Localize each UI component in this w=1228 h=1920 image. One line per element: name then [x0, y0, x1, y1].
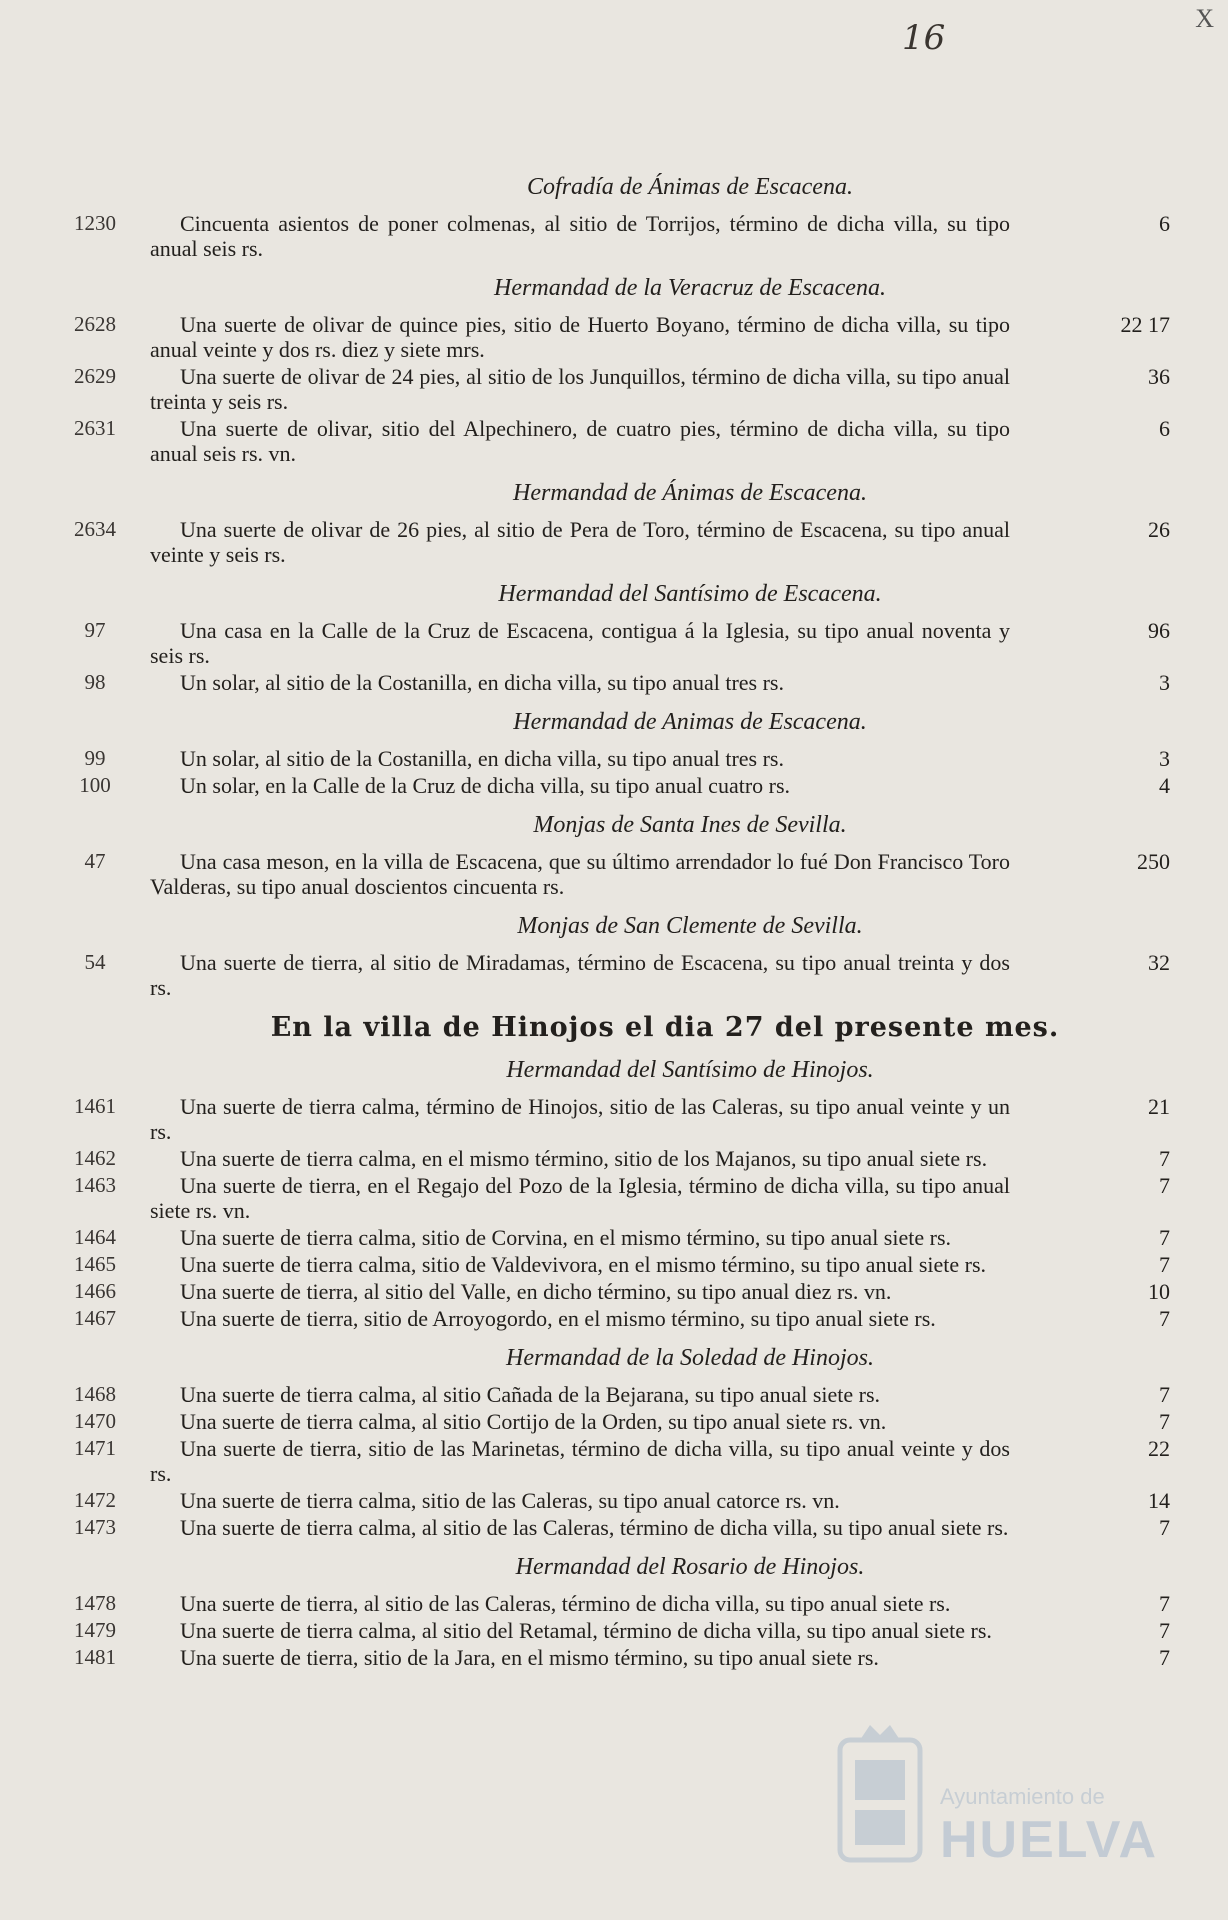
entry-description: Un solar, en la Calle de la Cruz de dicha villa, su tipo anual cuatro rs.	[180, 773, 791, 798]
entry-description: Una suerte de tierra calma, sitio de Corvina, en el mismo término, su tipo anual siete rs.	[180, 1225, 952, 1250]
entry-amount: 4	[1159, 773, 1170, 798]
section-group	[40, 480, 1210, 567]
entry-amount: 32	[1148, 950, 1170, 975]
list-item	[40, 211, 1210, 261]
entry-number: 97	[84, 618, 106, 642]
watermark-title: HUELVA	[940, 1811, 1159, 1869]
entry-description: Un solar, al sitio de la Costanilla, en dicha villa, su tipo anual tres rs.	[180, 746, 784, 771]
entry-description: Una suerte de tierra calma, término de Hinojos, sitio de las Caleras, su tipo anual veinte y un rs.	[150, 1094, 1010, 1144]
entry-amount: 10	[1148, 1279, 1170, 1304]
page-number: 16	[902, 18, 946, 58]
section-group	[40, 275, 1210, 466]
section-title: Hermandad de la Veracruz de Escacena.	[494, 275, 886, 301]
section-title: Hermandad del Santísimo de Escacena.	[498, 581, 882, 607]
entry-amount: 3	[1159, 746, 1170, 771]
list-item	[40, 1591, 1210, 1616]
entry-number: 2628	[74, 312, 116, 336]
entry-description: Un solar, al sitio de la Costanilla, en dicha villa, su tipo anual tres rs.	[180, 670, 784, 695]
section-group	[40, 812, 1210, 899]
entry-description: Una suerte de tierra calma, al sitio del Retamal, término de dicha villa, su tipo anual siete rs.	[180, 1618, 992, 1643]
list-item	[40, 1515, 1210, 1540]
entry-amount: 7	[1159, 1146, 1170, 1171]
entry-amount: 36	[1148, 364, 1170, 389]
list-item	[40, 950, 1210, 1000]
list-item	[40, 1618, 1210, 1643]
entry-number: 1467	[74, 1306, 116, 1330]
village-header: En la villa de Hinojos el dia 27 del presente mes.	[270, 1012, 1060, 1043]
entry-amount: 7	[1159, 1591, 1170, 1616]
list-item	[40, 773, 1210, 798]
list-item	[40, 1225, 1210, 1250]
entry-number: 1481	[74, 1645, 116, 1669]
crest-icon	[830, 1720, 930, 1880]
list-item	[40, 1306, 1210, 1331]
entry-number: 100	[79, 773, 111, 797]
entry-number: 1466	[74, 1279, 116, 1303]
section-title: Monjas de Santa Ines de Sevilla.	[533, 812, 847, 838]
entry-description: Una suerte de tierra, en el Regajo del Pozo de la Iglesia, término de dicha villa, su tipo anual siete rs. vn.	[150, 1173, 1010, 1223]
entry-amount: 26	[1148, 517, 1170, 542]
entry-number: 1479	[74, 1618, 116, 1642]
list-item	[40, 517, 1210, 567]
section-title: Cofradía de Ánimas de Escacena.	[527, 174, 853, 200]
section-title: Hermandad de la Soledad de Hinojos.	[506, 1345, 874, 1371]
list-item	[40, 1173, 1210, 1223]
entry-number: 98	[84, 670, 106, 694]
entry-amount: 7	[1159, 1225, 1170, 1250]
entry-description: Una suerte de tierra calma, sitio de las Caleras, su tipo anual catorce rs. vn.	[180, 1488, 840, 1513]
entry-amount: 7	[1159, 1409, 1170, 1434]
entry-description: Una suerte de tierra calma, en el mismo término, sitio de los Majanos, su tipo anual siete rs.	[180, 1146, 988, 1171]
section-title: Monjas de San Clemente de Sevilla.	[517, 913, 863, 939]
entry-description: Una casa en la Calle de la Cruz de Escacena, contigua á la Iglesia, su tipo anual noventa y seis rs.	[150, 618, 1010, 668]
list-item	[40, 1645, 1210, 1670]
entry-description: Una suerte de tierra calma, al sitio Cañada de la Bejarana, su tipo anual siete rs.	[180, 1382, 881, 1407]
entry-description: Una suerte de tierra, al sitio de las Caleras, término de dicha villa, su tipo anual siete rs.	[180, 1591, 951, 1616]
entry-number: 1478	[74, 1591, 116, 1615]
huelva-watermark	[820, 1720, 1159, 1890]
entry-amount: 6	[1159, 416, 1170, 441]
entry-description: Una suerte de olivar, sitio del Alpechinero, de cuatro pies, término de dicha villa, su tipo anual seis rs. vn.	[150, 416, 1010, 466]
entry-number: 1472	[74, 1488, 116, 1512]
entry-number: 1463	[74, 1173, 116, 1197]
list-item	[40, 618, 1210, 668]
entry-number: 54	[84, 950, 106, 974]
entry-amount: 7	[1159, 1618, 1170, 1643]
list-item	[40, 1146, 1210, 1171]
entry-description: Una suerte de tierra, sitio de las Marinetas, término de dicha villa, su tipo anual veinte y dos rs.	[150, 1436, 1010, 1486]
section-group	[40, 581, 1210, 695]
entry-description: Cincuenta asientos de poner colmenas, al sitio de Torrijos, término de dicha villa, su tipo anual seis rs.	[150, 211, 1010, 261]
entry-amount: 7	[1159, 1645, 1170, 1670]
list-item	[40, 1488, 1210, 1513]
list-item	[40, 1252, 1210, 1277]
entry-amount: 7	[1159, 1306, 1170, 1331]
document-body	[40, 160, 1210, 1676]
entry-amount: 6	[1159, 211, 1170, 236]
entry-number: 1470	[74, 1409, 116, 1433]
list-item	[40, 849, 1210, 899]
entry-amount: 7	[1159, 1382, 1170, 1407]
section-group	[40, 1554, 1210, 1670]
entry-number: 2634	[74, 517, 116, 541]
entry-number: 1468	[74, 1382, 116, 1406]
section-title: Hermandad de Ánimas de Escacena.	[513, 480, 867, 506]
entry-number: 1461	[74, 1094, 116, 1118]
entry-number: 1465	[74, 1252, 116, 1276]
entry-description: Una suerte de tierra calma, al sitio Cortijo de la Orden, su tipo anual siete rs. vn.	[180, 1409, 887, 1434]
entry-number: 1473	[74, 1515, 116, 1539]
entry-number: 1471	[74, 1436, 116, 1460]
list-item	[40, 1279, 1210, 1304]
section-group	[40, 709, 1210, 798]
entry-amount: 7	[1159, 1173, 1170, 1198]
entry-description: Una suerte de tierra, al sitio del Valle, en dicho término, su tipo anual diez rs. vn.	[180, 1279, 892, 1304]
entry-number: 47	[84, 849, 106, 873]
entry-number: 2631	[74, 416, 116, 440]
list-item	[40, 416, 1210, 466]
watermark-subtitle: Ayuntamiento de	[940, 1784, 1105, 1809]
entry-amount: 7	[1159, 1515, 1170, 1540]
corner-mark: X	[1195, 4, 1214, 33]
list-item	[40, 746, 1210, 771]
entry-description: Una casa meson, en la villa de Escacena, que su último arrendador lo fué Don Francisco Toro Valderas, su tipo anual doscientos cincuenta rs.	[150, 849, 1010, 899]
section-group	[40, 913, 1210, 1000]
section-group	[40, 174, 1210, 261]
entry-amount: 96	[1148, 618, 1170, 643]
entry-description: Una suerte de olivar de 26 pies, al sitio de Pera de Toro, término de Escacena, su tipo anual veinte y seis rs.	[150, 517, 1010, 567]
entry-description: Una suerte de tierra calma, al sitio de las Caleras, término de dicha villa, su tipo anual siete rs.	[180, 1515, 1009, 1540]
entry-amount: 250	[1137, 849, 1170, 874]
list-item	[40, 1094, 1210, 1144]
entry-description: Una suerte de tierra, sitio de Arroyogordo, en el mismo término, su tipo anual siete rs.	[180, 1306, 936, 1331]
section-title: Hermandad del Rosario de Hinojos.	[515, 1554, 865, 1580]
section-group	[40, 1057, 1210, 1331]
list-item	[40, 1382, 1210, 1407]
entry-amount: 22 17	[1120, 312, 1170, 337]
entry-description: Una suerte de olivar de quince pies, sitio de Huerto Boyano, término de dicha villa, su tipo anual veinte y dos rs. diez y siete mrs.	[150, 312, 1010, 362]
entry-number: 1464	[74, 1225, 116, 1249]
entry-number: 99	[84, 746, 106, 770]
list-item	[40, 364, 1210, 414]
entry-amount: 14	[1148, 1488, 1170, 1513]
section-group	[40, 1345, 1210, 1540]
section-title: Hermandad del Santísimo de Hinojos.	[506, 1057, 874, 1083]
section-title: Hermandad de Animas de Escacena.	[513, 709, 867, 735]
entry-amount: 21	[1148, 1094, 1170, 1119]
entry-amount: 7	[1159, 1252, 1170, 1277]
entry-number: 2629	[74, 364, 116, 388]
list-item	[40, 312, 1210, 362]
list-item	[40, 1409, 1210, 1434]
entry-description: Una suerte de tierra calma, sitio de Valdevivora, en el mismo término, su tipo anual siete rs.	[180, 1252, 987, 1277]
list-item	[40, 670, 1210, 695]
entry-number: 1230	[74, 211, 116, 235]
entry-number: 1462	[74, 1146, 116, 1170]
entry-description: Una suerte de tierra, sitio de la Jara, en el mismo término, su tipo anual siete rs.	[180, 1645, 879, 1670]
list-item	[40, 1436, 1210, 1486]
entry-amount: 3	[1159, 670, 1170, 695]
entry-amount: 22	[1148, 1436, 1170, 1461]
entry-description: Una suerte de olivar de 24 pies, al sitio de los Junquillos, término de dicha villa, su tipo anual treinta y seis rs.	[150, 364, 1010, 414]
entry-description: Una suerte de tierra, al sitio de Miradamas, término de Escacena, su tipo anual treinta y dos rs.	[150, 950, 1010, 1000]
